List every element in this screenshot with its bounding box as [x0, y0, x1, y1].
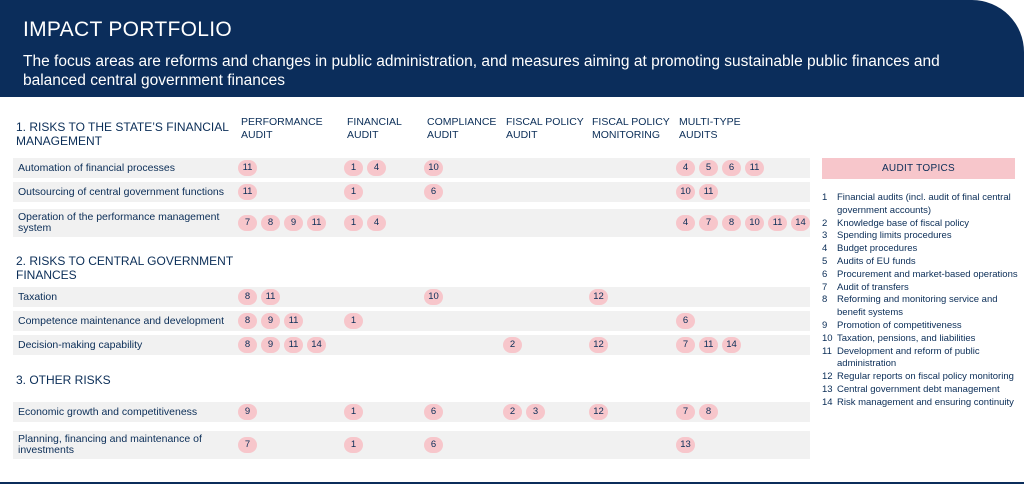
row-label: Automation of financial processes — [18, 161, 176, 174]
topic-text: Regular reports on fiscal policy monitoring — [837, 371, 1014, 383]
table-cell — [344, 215, 390, 231]
topic-badge: 1 — [344, 404, 363, 420]
topic-text: Financial audits (incl. audit of final central government accounts) — [837, 192, 1011, 216]
topic-number: 6 — [822, 268, 828, 280]
topic-badge: 14 — [722, 337, 741, 353]
topic-badge: 8 — [238, 337, 257, 353]
table-cell — [676, 404, 722, 420]
topic-badge: 11 — [699, 337, 718, 353]
table-cell — [424, 289, 447, 305]
topic-badge: 7 — [676, 337, 695, 353]
topic-badge: 11 — [261, 289, 280, 305]
row-label: Operation of the performance management system — [18, 211, 220, 234]
topic-badge: 7 — [699, 215, 718, 231]
topic-number: 3 — [822, 230, 828, 242]
audit-topics-title: AUDIT TOPICS — [881, 163, 956, 174]
topic-badge: 11 — [284, 337, 303, 353]
page-subtitle: The focus areas are reforms and changes in public administration, and measures aiming at promoting sustainable public finances and balanced central government finances — [23, 53, 940, 89]
table-cell — [676, 437, 699, 453]
topic-badge: 3 — [526, 404, 545, 420]
topic-number: 5 — [822, 255, 828, 267]
table-cell — [503, 337, 526, 353]
topic-badge: 10 — [745, 215, 764, 231]
table-cell — [676, 184, 722, 200]
topic-badge: 4 — [676, 160, 695, 176]
table-cell — [238, 160, 261, 176]
table-cell — [344, 160, 390, 176]
column-header: PERFORMANCE AUDIT — [241, 116, 323, 141]
topic-badge: 10 — [424, 160, 443, 176]
table-cell — [676, 337, 745, 353]
row-label: Planning, financing and maintenance of investments — [18, 433, 202, 456]
topic-badge: 8 — [699, 404, 718, 420]
topic-text: Risk management and ensuring continuity — [837, 396, 1014, 408]
topic-text: Audits of EU funds — [837, 255, 916, 267]
topic-item — [822, 269, 1018, 282]
topic-badge: 1 — [344, 437, 363, 453]
topic-badge: 9 — [261, 337, 280, 353]
header-banner — [0, 0, 1024, 97]
topic-item — [822, 230, 1018, 243]
table-cell — [238, 437, 261, 453]
section-title: 2. RISKS TO CENTRAL GOVERNMENT FINANCES — [16, 254, 233, 282]
table-cell — [424, 160, 447, 176]
topic-badge: 7 — [238, 437, 257, 453]
topic-badge: 4 — [367, 215, 386, 231]
row-label: Decision-making capability — [18, 338, 143, 351]
row-label: Economic growth and competitiveness — [18, 405, 198, 418]
topic-number: 8 — [822, 294, 828, 306]
table-cell — [238, 404, 261, 420]
topic-badge: 6 — [424, 437, 443, 453]
topic-text: Audit of transfers — [837, 281, 909, 293]
table-cell — [424, 437, 447, 453]
topic-badge: 11 — [768, 215, 787, 231]
topic-item — [822, 333, 1018, 346]
topic-badge: 4 — [367, 160, 386, 176]
topic-item — [822, 371, 1018, 384]
table-cell — [238, 337, 330, 353]
page-title: IMPACT PORTFOLIO — [23, 18, 232, 41]
topic-badge: 10 — [676, 184, 695, 200]
table-cell — [238, 313, 307, 329]
section-title: 3. OTHER RISKS — [16, 373, 111, 387]
topic-text: Promotion of competitiveness — [837, 319, 962, 331]
table-cell — [589, 404, 612, 420]
topic-item — [822, 256, 1018, 269]
section-title: 1. RISKS TO THE STATE’S FINANCIAL MANAGEMENT — [16, 120, 229, 148]
table-cell — [238, 184, 261, 200]
topic-badge: 11 — [699, 184, 718, 200]
topic-badge: 6 — [722, 160, 741, 176]
row-label: Outsourcing of central government functions — [18, 185, 225, 198]
topic-badge: 1 — [344, 215, 363, 231]
table-cell — [503, 404, 549, 420]
topic-number: 1 — [822, 192, 828, 203]
column-header: FINANCIAL AUDIT — [347, 116, 402, 141]
table-cell — [424, 404, 447, 420]
column-header: FISCAL POLICY MONITORING — [592, 116, 670, 141]
topic-text: Development and reform of public administration — [837, 345, 980, 370]
topic-number: 7 — [822, 281, 828, 293]
topic-badge: 7 — [676, 404, 695, 420]
table-cell — [238, 289, 284, 305]
topic-text: Reforming and monitoring service and benefit systems — [837, 294, 998, 319]
topic-number: 2 — [822, 217, 828, 229]
topic-badge: 7 — [238, 215, 257, 231]
topic-item — [822, 346, 1018, 372]
topic-badge: 14 — [307, 337, 326, 353]
audit-topics-header — [822, 158, 1015, 179]
table-cell — [589, 289, 612, 305]
topic-badge: 4 — [676, 215, 695, 231]
topic-badge: 1 — [344, 313, 363, 329]
table-cell — [344, 184, 367, 200]
table-cell — [424, 184, 447, 200]
topic-badge: 8 — [722, 215, 741, 231]
topic-number: 14 — [822, 396, 833, 408]
topic-number: 11 — [822, 345, 832, 357]
topic-badge: 12 — [589, 337, 608, 353]
column-header: MULTI-TYPE AUDITS — [679, 116, 741, 141]
table-cell — [344, 313, 367, 329]
topic-badge: 12 — [589, 289, 608, 305]
topic-text: Procurement and market-based operations — [837, 268, 1018, 280]
row-label: Taxation — [18, 290, 58, 303]
topic-badge: 10 — [424, 289, 443, 305]
topic-item — [822, 282, 1018, 295]
topic-badge: 2 — [503, 404, 522, 420]
audit-topics-list — [822, 192, 1018, 410]
table-cell — [676, 160, 768, 176]
topic-text: Central government debt management — [837, 383, 1000, 395]
topic-text: Taxation, pensions, and liabilities — [837, 332, 976, 344]
topic-text: Budget procedures — [837, 243, 918, 255]
table-cell — [589, 337, 612, 353]
topic-number: 4 — [822, 243, 828, 255]
topic-badge: 8 — [238, 313, 257, 329]
topic-badge: 11 — [238, 160, 257, 176]
topic-badge: 11 — [238, 184, 257, 200]
topic-badge: 6 — [676, 313, 695, 329]
topic-badge: 1 — [344, 184, 363, 200]
topic-number: 9 — [822, 319, 828, 331]
topic-number: 13 — [822, 383, 833, 395]
topic-badge: 8 — [238, 289, 257, 305]
topic-badge: 1 — [344, 160, 363, 176]
topic-item — [822, 397, 1018, 410]
topic-badge: 12 — [589, 404, 608, 420]
table-cell — [238, 215, 330, 231]
topic-badge: 11 — [284, 313, 303, 329]
topic-item — [822, 384, 1018, 397]
table-cell — [344, 404, 367, 420]
topic-text: Knowledge base of fiscal policy — [837, 217, 970, 229]
topic-badge: 8 — [261, 215, 280, 231]
topic-badge: 14 — [791, 215, 810, 231]
topic-text: Spending limits procedures — [837, 230, 952, 242]
table-cell — [344, 437, 367, 453]
topic-badge: 11 — [307, 215, 326, 231]
table-cell — [676, 215, 814, 231]
topic-item — [822, 294, 1018, 320]
row-label: Competence maintenance and development — [18, 314, 225, 327]
topic-badge: 9 — [261, 313, 280, 329]
topic-badge: 6 — [424, 184, 443, 200]
column-header: FISCAL POLICY AUDIT — [506, 116, 584, 141]
topic-badge: 6 — [424, 404, 443, 420]
topic-item — [822, 320, 1018, 333]
topic-number: 12 — [822, 371, 833, 383]
topic-badge: 11 — [745, 160, 764, 176]
column-header: COMPLIANCE AUDIT — [427, 116, 497, 141]
topic-badge: 9 — [238, 404, 257, 420]
topic-badge: 9 — [284, 215, 303, 231]
topic-item — [822, 218, 1018, 231]
topic-item — [822, 243, 1018, 256]
table-cell — [676, 313, 699, 329]
topic-item — [822, 192, 1018, 218]
topic-badge: 5 — [699, 160, 718, 176]
topic-badge: 2 — [503, 337, 522, 353]
topic-badge: 13 — [676, 437, 695, 453]
topic-number: 10 — [822, 332, 833, 344]
